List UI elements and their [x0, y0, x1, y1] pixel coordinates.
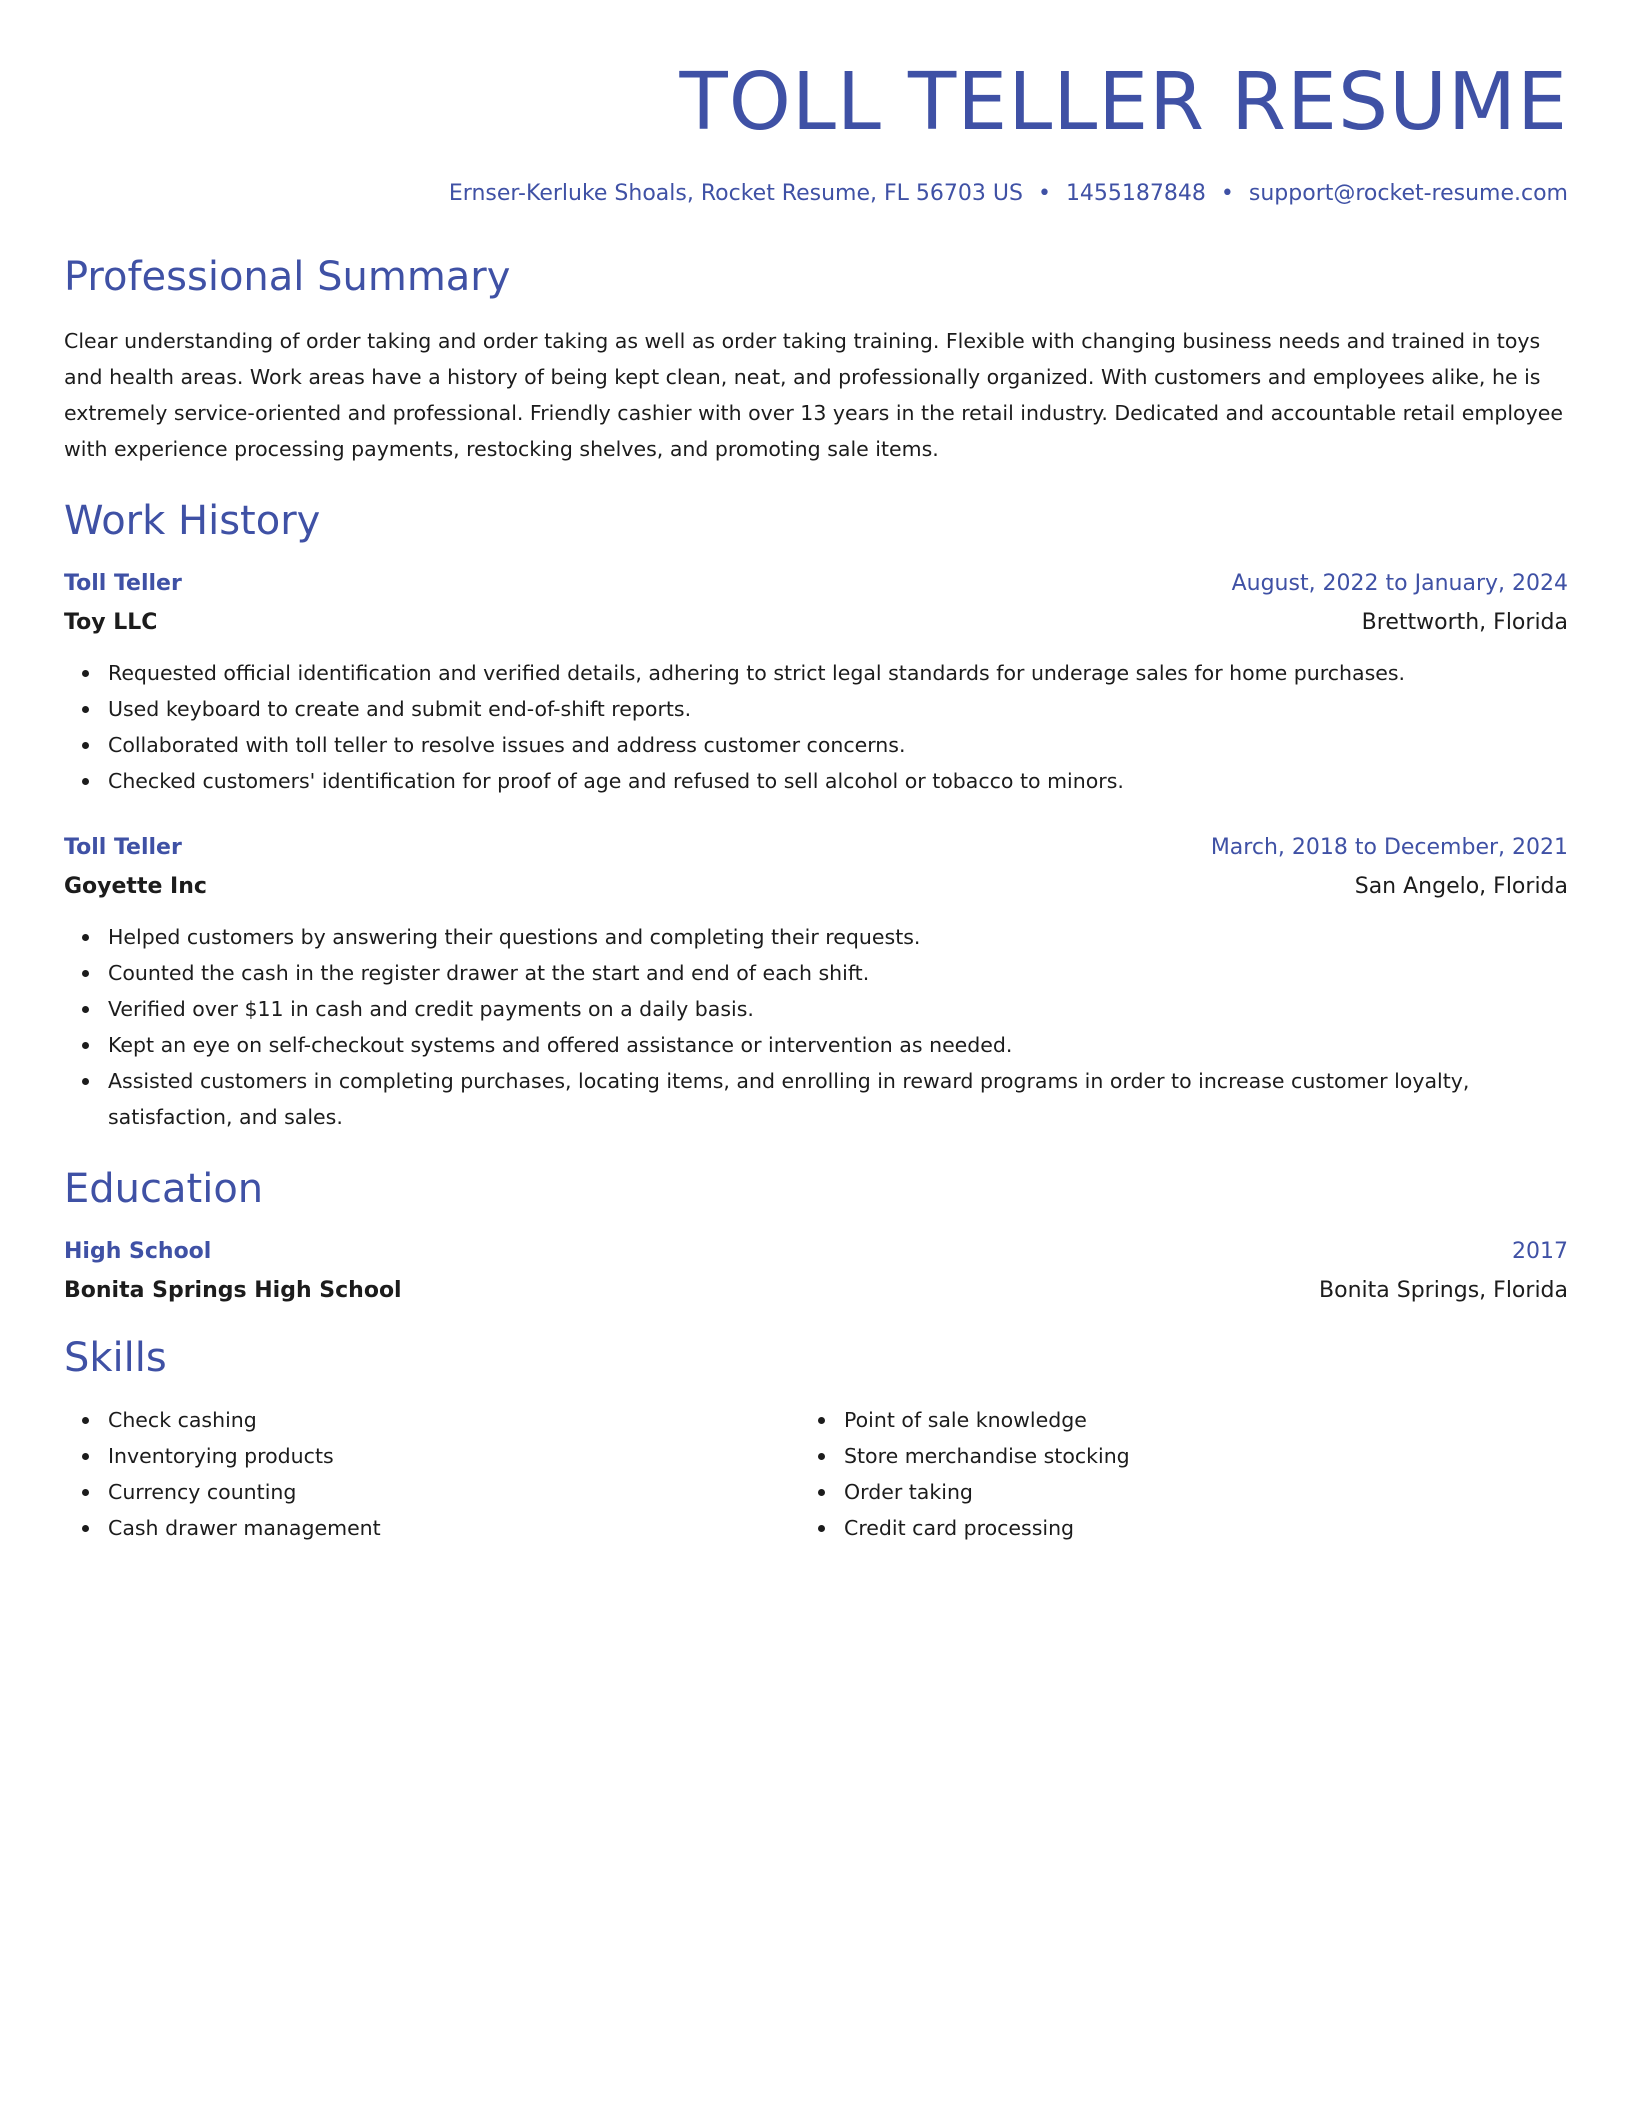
job-duties-list	[64, 655, 1568, 799]
summary-heading: Professional Summary	[64, 254, 511, 300]
list-item: Verified over $11 in cash and credit payments on a daily basis.	[108, 991, 1568, 1027]
skills-heading: Skills	[64, 1335, 167, 1381]
skills-grid	[64, 1402, 1568, 1546]
job-company: Goyette Inc	[64, 874, 207, 899]
job-location: Brettworth, Florida	[1361, 610, 1568, 635]
list-item: Cash drawer management	[108, 1510, 800, 1546]
list-item: Counted the cash in the register drawer at the start and end of each shift.	[108, 955, 1568, 991]
contact-separator: •	[1220, 181, 1234, 206]
resume-header	[64, 56, 1568, 209]
list-item: Used keyboard to create and submit end-of-shift reports.	[108, 691, 1568, 727]
summary-section	[64, 253, 1568, 467]
list-item: Point of sale knowledge	[844, 1402, 1536, 1438]
contact-phone: 1455187848	[1065, 181, 1206, 206]
list-item: Collaborated with toll teller to resolve issues and address customer concerns.	[108, 727, 1568, 763]
skills-section	[64, 1334, 1568, 1546]
work-history-heading: Work History	[64, 498, 321, 544]
contact-line	[64, 179, 1568, 209]
job-company: Toy LLC	[64, 610, 158, 635]
job-role: Toll Teller	[64, 835, 182, 860]
job-role: Toll Teller	[64, 571, 182, 596]
education-location: Bonita Springs, Florida	[1319, 1278, 1568, 1303]
job-role-row	[64, 833, 1568, 863]
list-item: Kept an eye on self-checkout systems and offered assistance or intervention as needed.	[108, 1027, 1568, 1063]
list-item: Requested official identification and verified details, adhering to strict legal standards for underage sales for home purchases.	[108, 655, 1568, 691]
resume-title: TOLL TELLER RESUME	[679, 56, 1568, 148]
summary-text: Clear understanding of order taking and order taking as well as order taking training. Flexible with changing business needs and trained in toys and health areas. Work areas have a history of being kept clean, neat, and professionally organized. With customers and employees alike, he is extremely service-oriented and professional. Friendly cashier with over 13 years in the retail industry. Dedicated and accountable retail employee with experience processing payments, restocking shelves, and promoting sale items.	[64, 329, 1563, 461]
education-degree-row	[64, 1237, 1568, 1267]
job-duties-list	[64, 919, 1568, 1135]
job-company-row	[64, 872, 1568, 902]
list-item: Check cashing	[108, 1402, 800, 1438]
education-entry	[64, 1237, 1568, 1306]
list-item: Inventorying products	[108, 1438, 800, 1474]
contact-separator: •	[1037, 181, 1051, 206]
education-heading: Education	[64, 1166, 264, 1212]
list-item: Currency counting	[108, 1474, 800, 1510]
contact-address: Ernser-Kerluke Shoals, Rocket Resume, FL 56703 US	[448, 181, 1023, 206]
skills-list-right	[800, 1402, 1536, 1546]
job-location: San Angelo, Florida	[1354, 874, 1568, 899]
education-section	[64, 1165, 1568, 1306]
education-school-row	[64, 1276, 1568, 1306]
education-year: 2017	[1512, 1239, 1568, 1264]
job-entry	[64, 833, 1568, 1135]
education-degree: High School	[64, 1239, 212, 1264]
list-item: Credit card processing	[844, 1510, 1536, 1546]
job-dates: August, 2022 to January, 2024	[1231, 571, 1568, 596]
job-role-row	[64, 569, 1568, 599]
list-item: Assisted customers in completing purchases, locating items, and enrolling in reward programs in order to increase customer loyalty, satisfaction, and sales.	[108, 1063, 1568, 1135]
education-school: Bonita Springs High School	[64, 1278, 402, 1303]
list-item: Checked customers' identification for proof of age and refused to sell alcohol or tobacco to minors.	[108, 763, 1568, 799]
skills-list-left	[64, 1402, 800, 1546]
job-dates: March, 2018 to December, 2021	[1210, 835, 1568, 860]
list-item: Order taking	[844, 1474, 1536, 1510]
contact-email: support@rocket-resume.com	[1248, 181, 1568, 206]
list-item: Helped customers by answering their questions and completing their requests.	[108, 919, 1568, 955]
list-item: Store merchandise stocking	[844, 1438, 1536, 1474]
job-company-row	[64, 608, 1568, 638]
work-history-section	[64, 497, 1568, 1135]
job-entry	[64, 569, 1568, 799]
